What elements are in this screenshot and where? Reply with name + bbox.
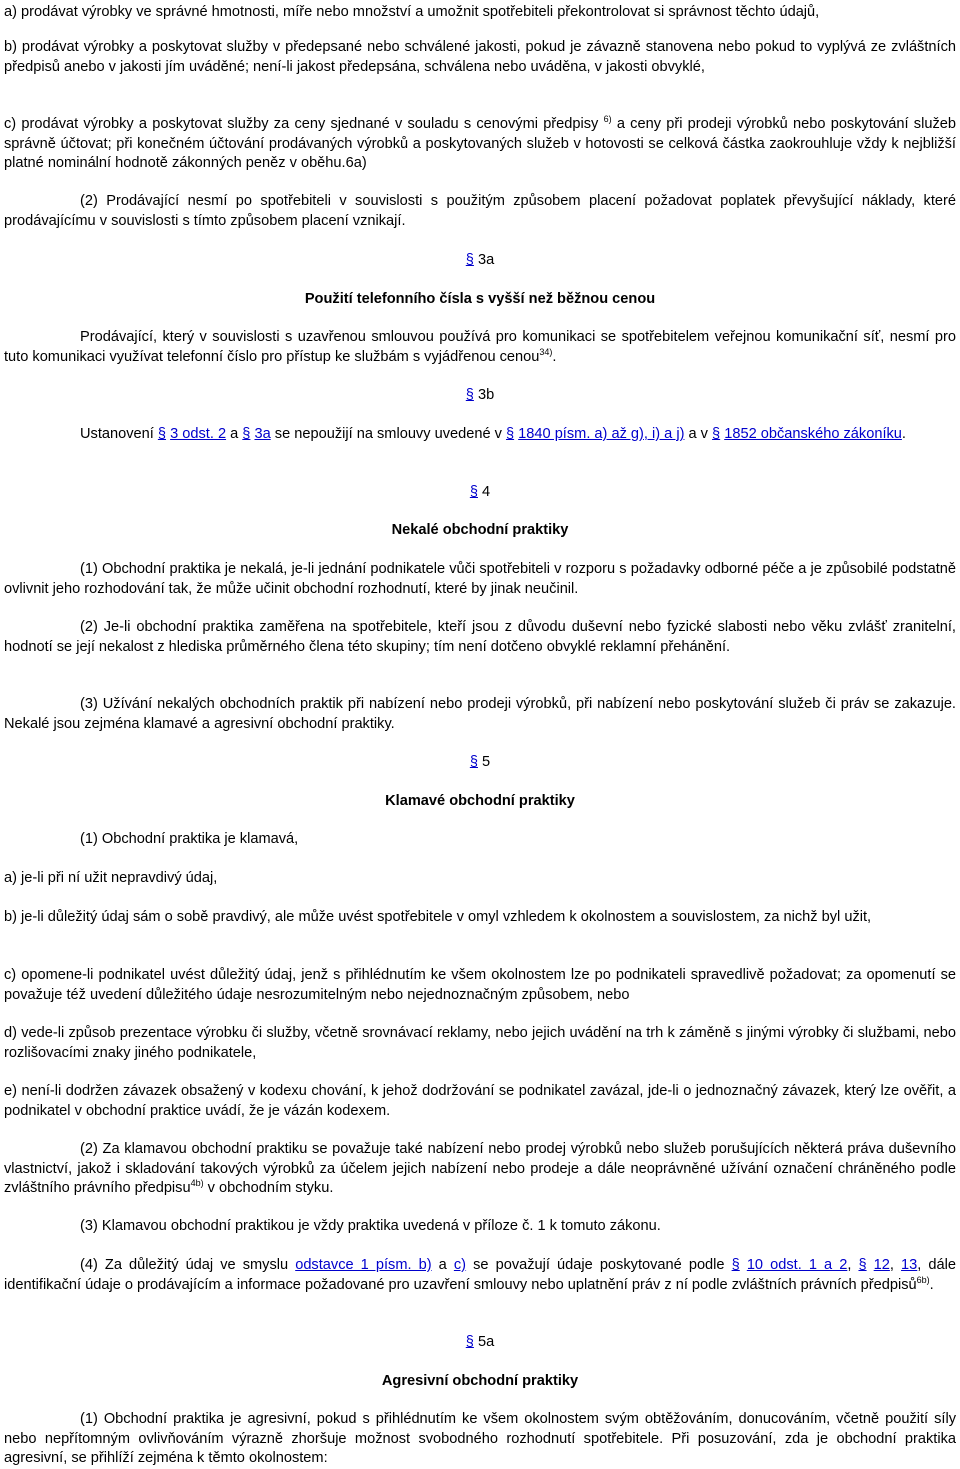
section-4-heading <box>0 483 960 503</box>
section-5-paragraph-4-text-2: a <box>431 1257 454 1273</box>
section-5-item-e: e) není-li dodržen závazek obsažený v kodexu chování, k jehož dodržování se podnikatel zavázal, jde-li o jednoznačný závazek, který lze ověřit, a podnikatel v obchodní praktice uvádí, že je vázán kodexem. <box>4 1083 956 1119</box>
section-5-item-c: c) opomene-li podnikatel uvést důležitý údaj, jenž s přihlédnutím ke všem okolnostem lze po podnikateli spravedlivě požadovat; za opomenutí se považuje též uvedení důležitého údaje nesrozumitelným nebo nejednoznačným způsobem, nebo <box>4 967 956 1003</box>
section-sign[interactable]: § <box>505 426 515 442</box>
section-5-paragraph-4-text-4: , <box>847 1257 859 1273</box>
link-3-odst-2[interactable]: 3 odst. 2 <box>170 426 227 442</box>
section-4-paragraph-1: (1) Obchodní praktika je nekalá, je-li jednání podnikatele vůči spotřebiteli v rozporu s požadavky odborné péče a je způsobilé podstatně ovlivnit jeho rozhodování tak, že může učinit obchodní rozhodnutí, které by jinak neučinil. <box>4 561 956 597</box>
section-3b-text-5: . <box>901 426 906 442</box>
section-5a-title: Agresivní obchodní praktiky <box>381 1373 579 1389</box>
link-3a[interactable]: 3a <box>254 426 271 442</box>
item-c-text-2: a ceny při prodeji výrobků nebo poskytování služeb správně účtovat; při konečném účtování prodávaných výrobků a poskytovaných služeb v hotovosti se celková částka zaokrouhluje vždy k nejbližší platné nominální hodnotě zákonných peněz v oběhu.6a) <box>4 116 956 171</box>
section-5a-paragraph-1: (1) Obchodní praktika je agresivní, pokud s přihlédnutím ke všem okolnostem svým obtěžováním, donucováním, včetně použití síly nebo nepřítomným ovlivňováním výrazně zhoršuje možnost svobodného rozhodnutí spotřebitele. Při posuzování, zda je obchodní praktika agresivní, se přihlíží zejména k těmto okolnostem: <box>4 1411 956 1466</box>
link-12[interactable]: 12 <box>873 1257 890 1273</box>
item-c-text-1: c) prodávat výrobky a poskytovat služby za ceny sjednané v souladu s cenovými předpisy <box>4 116 599 132</box>
section-4-title: Nekalé obchodní praktiky <box>391 522 569 538</box>
section-3b-text-4: a v <box>684 426 713 442</box>
section-5-paragraph-4-text-3: se považují údaje poskytované podle <box>466 1257 732 1273</box>
section-5-paragraph-2-end: v obchodním styku. <box>203 1180 334 1196</box>
section-sign[interactable]: § <box>712 426 721 442</box>
section-sign[interactable]: § <box>157 426 167 442</box>
section-5-paragraph-4-text-6: , dále identifikační údaje o prodávajícím a informace požadované pro uzavření smlouvy nebo uplatnění práv z ní podle zvláštních právních předpisů <box>4 1257 957 1293</box>
section-4-number: 4 <box>482 484 491 500</box>
section-5-paragraph-1: (1) Obchodní praktika je klamavá, <box>80 831 299 847</box>
section-5-number: 5 <box>482 754 491 770</box>
section-3a-text <box>4 328 956 367</box>
section-5-item-a: a) je-li při ní užit nepravdivý údaj, <box>4 870 218 886</box>
item-a: a) prodávat výrobky ve správné hmotnosti, míře nebo množství a umožnit spotřebiteli překontrolovat si správnost těchto údajů, <box>4 4 820 20</box>
section-sign[interactable]: § <box>858 1257 867 1273</box>
section-3b-text <box>4 425 956 445</box>
section-5-paragraph-2-body: (2) Za klamavou obchodní praktiku se považuje také nabízení nebo prodej výrobků nebo služeb porušujících některá práva duševního vlastnictví, jakož i skladování takových výrobků za účelem jejich nabízení nebo prodeje a dále neoprávněné užívání označení chráněného podle zvláštního právního předpisu <box>4 1141 956 1196</box>
section-sign[interactable]: § <box>242 426 251 442</box>
item-c <box>4 115 956 174</box>
link-1840[interactable]: 1840 písm. a) až g), i) a j) <box>518 426 685 442</box>
section-5-heading <box>0 753 960 773</box>
section-5-item-b: b) je-li důležitý údaj sám o sobě pravdivý, ale může uvést spotřebitele v omyl vzhledem k okolnostem a souvislostem, za nichž byl užit, <box>4 909 872 925</box>
section-sign[interactable]: § <box>465 252 474 268</box>
section-3a-text-end: . <box>552 348 557 365</box>
paragraph-2: (2) Prodávající nesmí po spotřebiteli v souvislosti s použitým způsobem placení požadovat poplatek převyšující náklady, které prodávajícímu v souvislosti s tímto způsobem placení vznikají. <box>4 193 956 229</box>
section-3a-text-body: Prodávající, který v souvislosti s uzavřenou smlouvou používá pro komunikaci se spotřebitelem veřejnou komunikační síť, nesmí pro tuto komunikaci využívat telefonní číslo pro přístup ke službám s vyjádřenou cenou <box>4 329 956 365</box>
footnote-ref-4b: 4b) <box>190 1178 204 1188</box>
section-5-paragraph-4-text-1: (4) Za důležitý údaj ve smyslu <box>80 1257 296 1273</box>
section-5-paragraph-2 <box>4 1140 956 1199</box>
section-5-item-d: d) vede-li způsob prezentace výrobku či služby, včetně srovnávací reklamy, nebo jejich uvádění na trh k záměně s jinými výrobky či službami, nebo rozlišovacími znaky jiného podnikatele, <box>4 1025 956 1061</box>
section-3b-text-3: se nepoužijí na smlouvy uvedené v <box>270 426 506 442</box>
section-3b-number: 3b <box>477 387 495 403</box>
section-3a-heading <box>0 251 960 271</box>
section-sign[interactable]: § <box>465 1334 474 1350</box>
section-sign[interactable]: § <box>469 754 478 770</box>
item-b: b) prodávat výrobky a poskytovat služby v předepsané nebo schválené jakosti, pokud je závazně stanovena nebo pokud to vyplývá ze zvláštních předpisů anebo v jakosti jím uváděné; není-li jakost předepsána, schválena nebo uváděna, v jakosti obvyklé, <box>4 39 956 75</box>
link-odstavce-1-pism-b[interactable]: odstavce 1 písm. b) <box>295 1257 432 1273</box>
section-5-paragraph-4 <box>4 1256 956 1295</box>
footnote-ref-6: 6) <box>603 114 612 124</box>
section-5-paragraph-4-text-5: , <box>889 1257 902 1273</box>
section-sign[interactable]: § <box>465 387 474 403</box>
footnote-ref-34: 34) <box>539 346 553 357</box>
link-1852[interactable]: 1852 občanského zákoníku <box>724 426 902 442</box>
link-c[interactable]: c) <box>453 1257 467 1273</box>
link-10-odst-1-a-2[interactable]: 10 odst. 1 a 2 <box>746 1257 848 1273</box>
section-5-title: Klamavé obchodní praktiky <box>385 793 575 809</box>
section-3b-text-1: Ustanovení <box>80 426 158 442</box>
section-5-paragraph-4-text-7: . <box>929 1276 934 1293</box>
section-sign[interactable]: § <box>731 1257 740 1273</box>
section-3a-title: Použití telefonního čísla s vyšší než běžnou cenou <box>304 291 656 307</box>
section-5a-heading <box>0 1333 960 1353</box>
section-3a-number: 3a <box>477 252 495 268</box>
section-4-paragraph-2: (2) Je-li obchodní praktika zaměřena na spotřebitele, kteří jsou z důvodu duševní nebo fyzické slabosti nebo věku zvlášť zranitelní, hodnotí se její nekalost z hlediska průměrného člena této skupiny; tím není dotčeno obvyklé reklamní přehánění. <box>4 619 956 655</box>
section-5a-number: 5a <box>477 1334 495 1350</box>
section-sign[interactable]: § <box>469 484 478 500</box>
section-3b-text-2: a <box>226 426 243 442</box>
section-4-paragraph-3: (3) Užívání nekalých obchodních praktik při nabízení nebo prodeji výrobků, při nabízení nebo poskytování služeb či práv se zakazuje. Nekalé jsou zejména klamavé a agresivní obchodní praktiky. <box>4 696 956 732</box>
section-3b-heading <box>0 386 960 406</box>
link-13[interactable]: 13 <box>901 1257 918 1273</box>
section-5-paragraph-3: (3) Klamavou obchodní praktikou je vždy praktika uvedená v příloze č. 1 k tomuto zákonu. <box>80 1218 661 1234</box>
footnote-ref-6b: 6b) <box>916 1274 930 1285</box>
